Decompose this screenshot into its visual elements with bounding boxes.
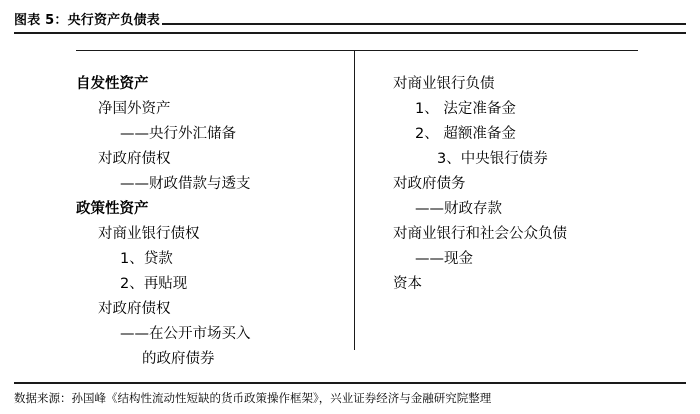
list-item: ——在公开市场买入 (120, 326, 251, 342)
liabilities-column (355, 50, 686, 360)
list-item: 自发性资产 (76, 76, 149, 92)
list-item: 1、 法定准备金 (415, 101, 516, 117)
list-item: 2、再贴现 (120, 276, 188, 292)
list-item: 对政府债权 (98, 301, 171, 317)
source-note: 数据来源：孙国峰《结构性流动性短缺的货币政策操作框架》，兴业证券经济与金融研究院整理 (14, 391, 492, 405)
list-item: 对商业银行和社会公众负债 (393, 226, 567, 242)
figure-title-row (14, 0, 686, 32)
assets-column (14, 50, 354, 367)
footer-rule (14, 382, 686, 384)
title-rule (162, 23, 686, 25)
list-item: ——现金 (415, 251, 473, 267)
list-item: ——财政存款 (415, 201, 502, 217)
page-title: 图表 5：央行资产负债表 (14, 13, 160, 28)
list-item: 的政府债券 (142, 351, 215, 367)
list-item: 对政府债务 (393, 176, 466, 192)
balance-sheet-table (14, 50, 686, 367)
list-item: ——央行外汇储备 (120, 126, 236, 142)
list-item: 资本 (393, 276, 422, 292)
list-item: 净国外资产 (98, 101, 171, 117)
list-item: 2、 超额准备金 (415, 126, 516, 142)
list-item: 对商业银行负债 (393, 76, 495, 92)
list-item: 3、中央银行债券 (437, 151, 548, 167)
list-item: 对商业银行债权 (98, 226, 200, 242)
list-item: ——财政借款与透支 (120, 176, 251, 192)
title-underline (14, 32, 686, 34)
list-item: 对政府债权 (98, 151, 171, 167)
list-item: 政策性资产 (76, 201, 149, 217)
list-item: 1、贷款 (120, 251, 173, 267)
